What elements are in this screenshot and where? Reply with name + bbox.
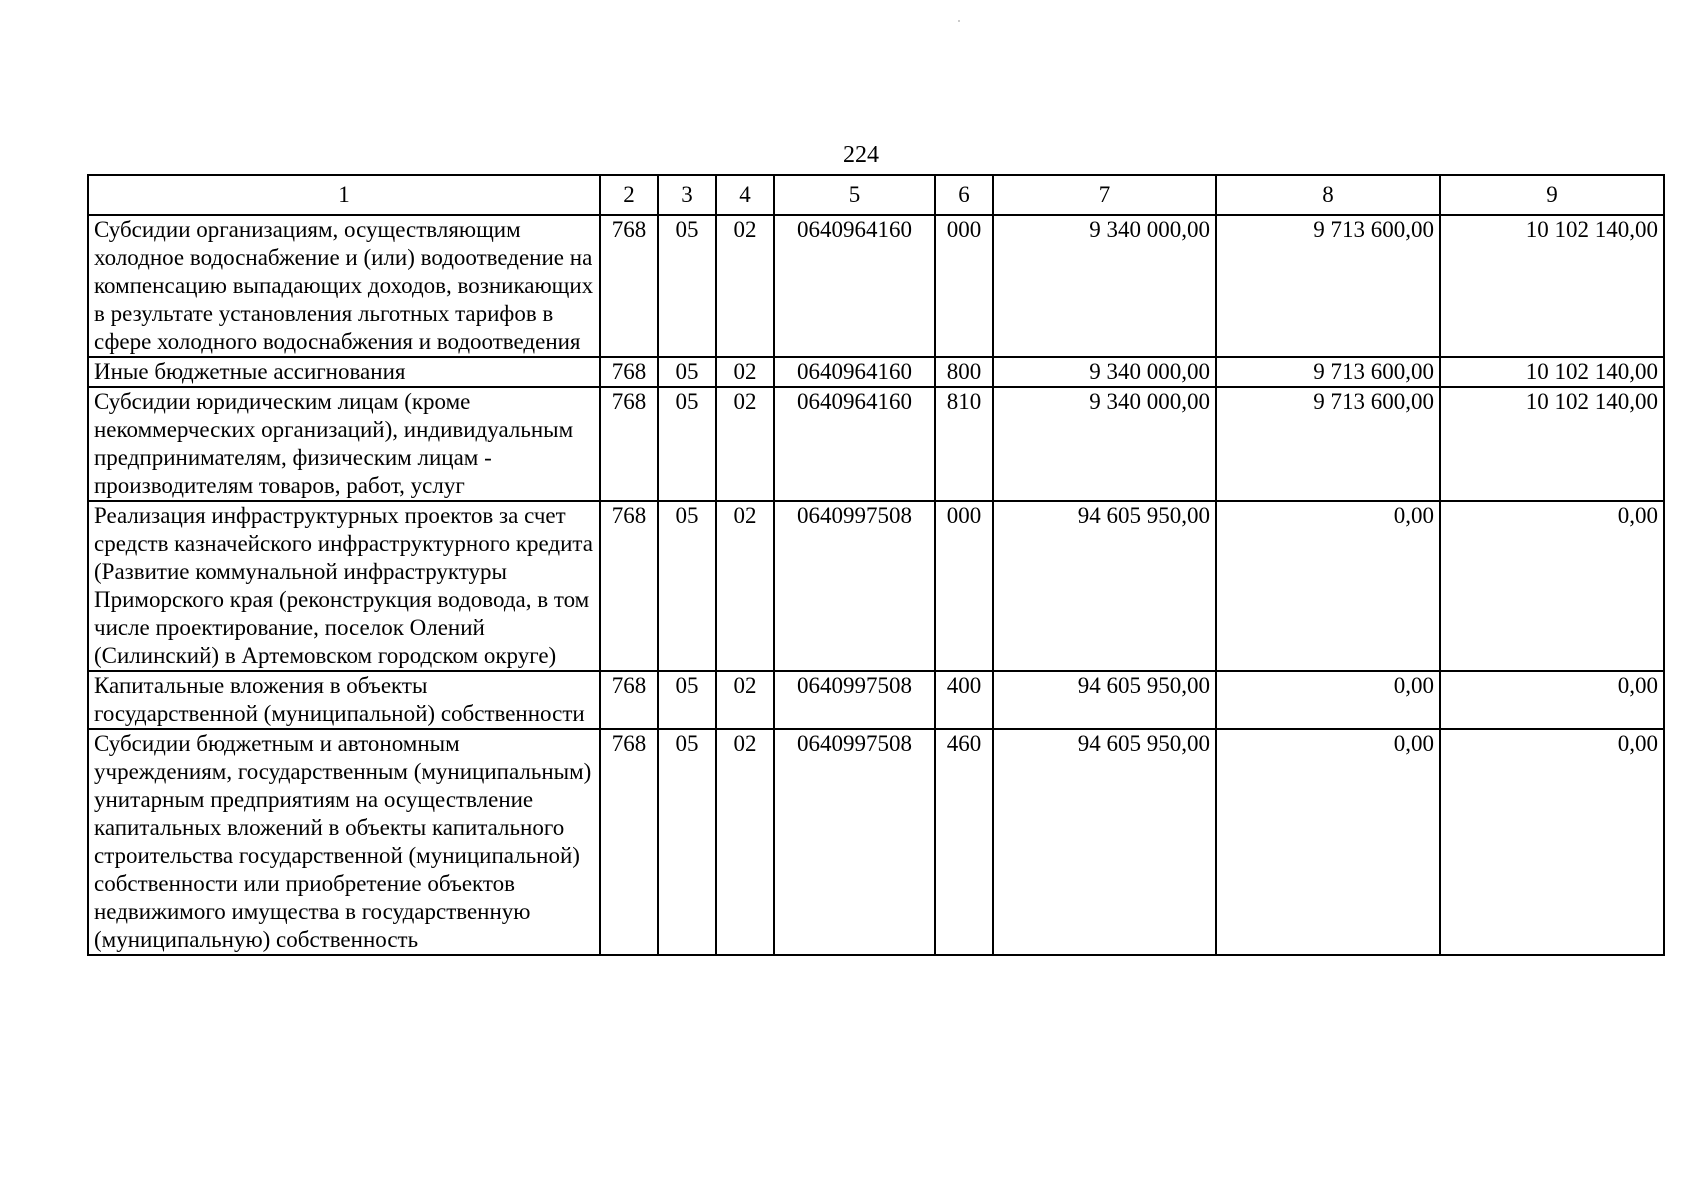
amount-year-2: 9 713 600,00 <box>1216 357 1440 387</box>
amount-year-3: 10 102 140,00 <box>1440 357 1664 387</box>
amount-year-1: 9 340 000,00 <box>993 387 1216 501</box>
amount-year-3: 10 102 140,00 <box>1440 387 1664 501</box>
code-expense-type: 800 <box>935 357 993 387</box>
code-subsection: 02 <box>716 671 774 729</box>
table-row <box>88 501 1664 671</box>
code-subsection: 02 <box>716 501 774 671</box>
code-subsection: 02 <box>716 729 774 955</box>
code-subsection: 02 <box>716 387 774 501</box>
row-description: Реализация инфраструктурных проектов за счет средств казначейского инфраструктурного кредита (Развитие коммунальной инфраструктуры Приморского края (реконструкция водовода, в том числе проектирование, поселок Олений (Силинский) в Артемовском городском округе) <box>88 501 600 671</box>
budget-table <box>87 174 1665 956</box>
table-row <box>88 729 1664 955</box>
col-header-3: 3 <box>658 175 716 215</box>
amount-year-3: 0,00 <box>1440 501 1664 671</box>
code-ministry: 768 <box>600 671 658 729</box>
col-header-5: 5 <box>774 175 935 215</box>
code-section: 05 <box>658 671 716 729</box>
code-ministry: 768 <box>600 387 658 501</box>
row-description: Субсидии организациям, осуществляющим холодное водоснабжение и (или) водоотведение на компенсацию выпадающих доходов, возникающих в результате установления льготных тарифов в сфере холодного водоснабжения и водоотведения <box>88 215 600 357</box>
col-header-7: 7 <box>993 175 1216 215</box>
amount-year-3: 0,00 <box>1440 671 1664 729</box>
code-target-article: 0640964160 <box>774 215 935 357</box>
code-section: 05 <box>658 357 716 387</box>
code-target-article: 0640964160 <box>774 387 935 501</box>
amount-year-1: 94 605 950,00 <box>993 671 1216 729</box>
code-section: 05 <box>658 729 716 955</box>
code-expense-type: 810 <box>935 387 993 501</box>
code-section: 05 <box>658 387 716 501</box>
table-row <box>88 215 1664 357</box>
code-target-article: 0640997508 <box>774 729 935 955</box>
code-target-article: 0640964160 <box>774 357 935 387</box>
code-ministry: 768 <box>600 215 658 357</box>
code-subsection: 02 <box>716 357 774 387</box>
code-expense-type: 000 <box>935 215 993 357</box>
amount-year-2: 9 713 600,00 <box>1216 387 1440 501</box>
page-number: 224 <box>843 142 879 168</box>
col-header-8: 8 <box>1216 175 1440 215</box>
header-row <box>88 175 1664 215</box>
row-description: Капитальные вложения в объекты государственной (муниципальной) собственности <box>88 671 600 729</box>
table-row <box>88 671 1664 729</box>
table-row <box>88 387 1664 501</box>
code-expense-type: 400 <box>935 671 993 729</box>
code-expense-type: 000 <box>935 501 993 671</box>
amount-year-1: 9 340 000,00 <box>993 215 1216 357</box>
row-description: Субсидии юридическим лицам (кроме некоммерческих организаций), индивидуальным предпринимателям, физическим лицам - производителям товаров, работ, услуг <box>88 387 600 501</box>
code-subsection: 02 <box>716 215 774 357</box>
amount-year-3: 0,00 <box>1440 729 1664 955</box>
code-ministry: 768 <box>600 729 658 955</box>
code-expense-type: 460 <box>935 729 993 955</box>
scan-speck <box>958 20 960 22</box>
amount-year-3: 10 102 140,00 <box>1440 215 1664 357</box>
code-ministry: 768 <box>600 357 658 387</box>
code-target-article: 0640997508 <box>774 671 935 729</box>
code-section: 05 <box>658 215 716 357</box>
col-header-2: 2 <box>600 175 658 215</box>
amount-year-2: 9 713 600,00 <box>1216 215 1440 357</box>
col-header-9: 9 <box>1440 175 1664 215</box>
col-header-4: 4 <box>716 175 774 215</box>
table-row <box>88 357 1664 387</box>
amount-year-1: 9 340 000,00 <box>993 357 1216 387</box>
col-header-1: 1 <box>88 175 600 215</box>
col-header-6: 6 <box>935 175 993 215</box>
row-description: Субсидии бюджетным и автономным учреждениям, государственным (муниципальным) унитарным предприятиям на осуществление капитальных вложений в объекты капитального строительства государственной (муниципальной) собственности или приобретение объектов недвижимого имущества в государственную (муниципальную) собственность <box>88 729 600 955</box>
amount-year-1: 94 605 950,00 <box>993 501 1216 671</box>
code-section: 05 <box>658 501 716 671</box>
amount-year-2: 0,00 <box>1216 729 1440 955</box>
row-description: Иные бюджетные ассигнования <box>88 357 600 387</box>
amount-year-2: 0,00 <box>1216 671 1440 729</box>
amount-year-1: 94 605 950,00 <box>993 729 1216 955</box>
amount-year-2: 0,00 <box>1216 501 1440 671</box>
code-target-article: 0640997508 <box>774 501 935 671</box>
code-ministry: 768 <box>600 501 658 671</box>
